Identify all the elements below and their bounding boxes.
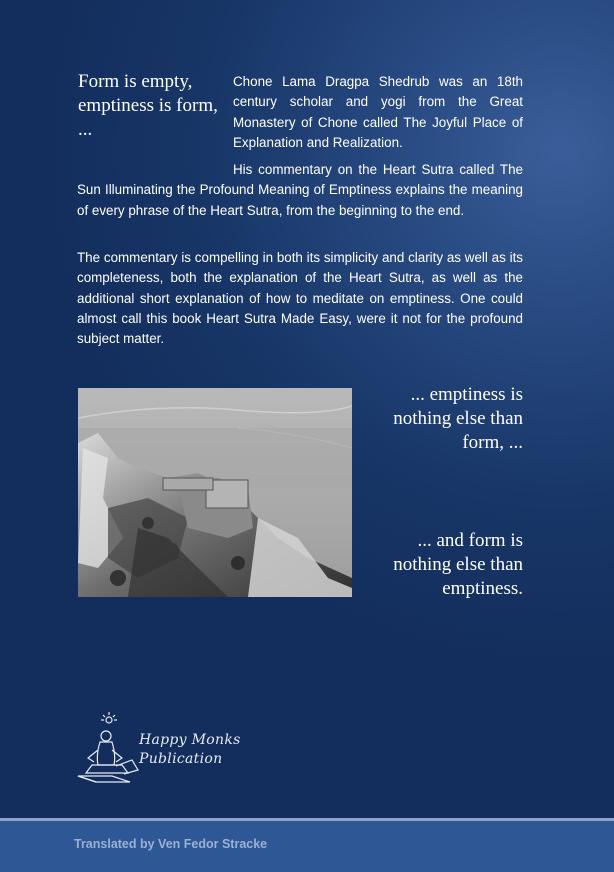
publisher-name [139,731,241,769]
quote-line: nothing else than [393,408,523,429]
commentary-paragraph: His commentary on the Heart Sutra called The Sun Illuminating the Profound Meaning of Emptiness explains the meaning of every phrase of the Heart Sutra, from the beginning to the end. [77,162,523,218]
quote-line: nothing else than [393,554,523,575]
description-paragraph: The commentary is compelling in both its simplicity and clarity as well as its completeness, both the explanation of the Heart Sutra, as well as the additional short explanation of how to meditate on emptiness. One could almost call this book Heart Sutra Made Easy, were it not for the profound subject matter. [77,250,523,347]
quote-line: emptiness. [442,578,523,599]
quote-form-is-empty: Form is empty, emptiness is form, ... [78,71,218,140]
quote-emptiness-is-form [353,383,523,455]
quote-line: form, ... [462,432,523,453]
publisher-line: Publication [139,751,223,767]
meditating-monk-icon [72,710,142,790]
quote-form-is-emptiness [353,529,523,601]
monastery-ruins-photo [78,388,352,597]
translator-credit: Translated by Ven Fedor Stracke [74,837,268,851]
quote-line: ... and form is [417,530,523,551]
publisher-line: Happy Monks [139,732,241,748]
intro-paragraph: Chone Lama Dragpa Shedrub was an 18th century scholar and yogi from the Great Monastery of Chone called The Joyful Place of Explanation and Realization. [233,74,523,150]
quote-line: ... emptiness is [410,384,523,405]
